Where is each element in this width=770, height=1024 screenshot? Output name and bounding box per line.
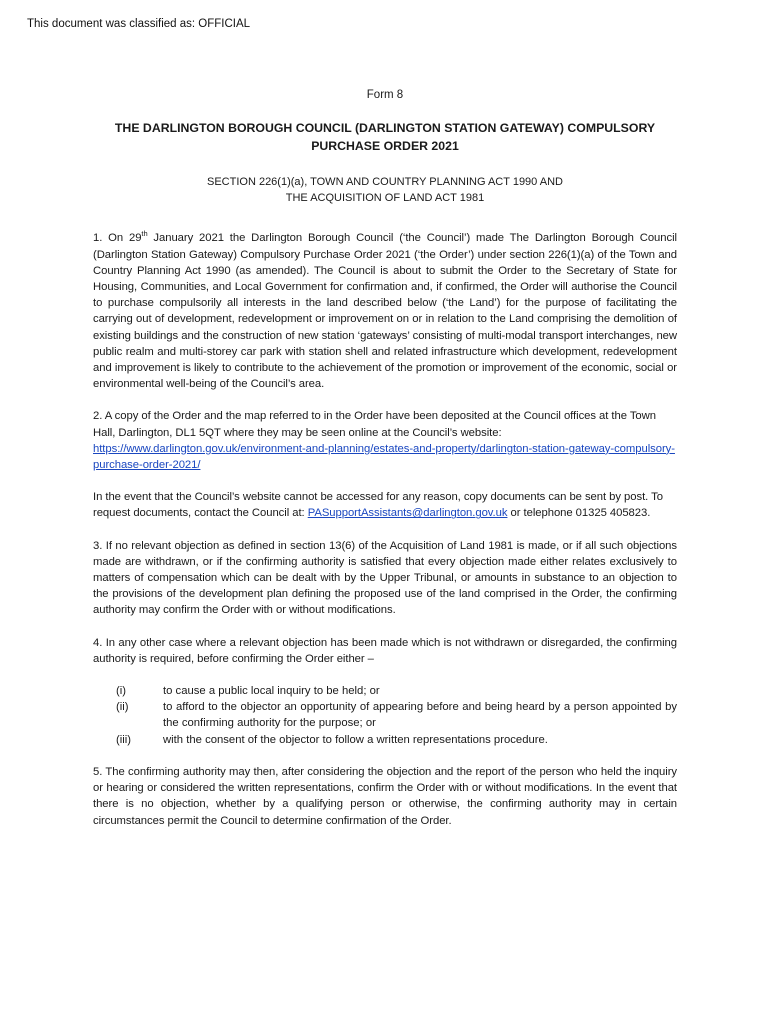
list-item-number: (ii) [116, 701, 129, 714]
section-ref-line-2: THE ACQUISITION OF LAND ACT 1981 [285, 192, 485, 205]
paragraph-1-prefix: 1. On 29 [93, 232, 142, 245]
contact-email-link[interactable]: PASupportAssistants@darlington.gov.uk [307, 507, 508, 520]
title-line-1: THE DARLINGTON BOROUGH COUNCIL (DARLINGTON STATION GATEWAY) COMPULSORY [114, 121, 656, 135]
document-title [93, 120, 677, 155]
date-ordinal-superscript: th [141, 229, 148, 239]
paragraph-1-text: January 2021 the Darlington Borough Council (‘the Council’) made The Darlington Borough Council (Darlington Station Gateway) Compulsory Purchase Order 2021 (‘the Order’) under section 226(1)(a) of the Town and Country Planning Act 1990 (as amended). The Council is about to submit the Order to the Secretary of State for Housing, Communities, and Local Government for confirmation and, if confirmed, the Order will authorise the Council to purchase compulsorily all interests in the land described below (‘the Land’) for the purpose of facilitating the carrying out of development, redevelopment or improvement on or in relation to the Land comprising the demolition of existing buildings and the construction of new station ‘gateways’ consisting of multi-modal transport interchanges, new public realm and multi-storey car park with station shell and related infrastructure which development, redevelopment and improvement is likely to contribute to the achievement of the promotion or improvement of the economic, social or environmental well-being of the Council’s area. [93, 232, 677, 391]
paragraph-2-text: 2. A copy of the Order and the map referred to in the Order have been deposited at the Council offices at the Town Hall, Darlington, DL1 5QT where they may be seen online at the Council’s website: [93, 410, 656, 439]
paragraph-3: 3. If no relevant objection as defined in section 13(6) of the Acquisition of Land 1981 is made, or if all such objections made are withdrawn, or if the confirming authority is satisfied that every objection made either relates exclusively to matters of compensation which can be dealt with by the Upper Tribunal, or amounts in substance to an objection to the provisions of the development plan defining the proposed use of the land comprised in the Order, the confirming authority may confirm the Order with or without modifications. [93, 539, 677, 617]
list-item [93, 683, 677, 699]
list-item-text: with the consent of the objector to follow a written representations procedure. [163, 733, 548, 746]
classification-label: This document was classified as: OFFICIAL [27, 18, 251, 30]
paragraph-5: 5. The confirming authority may then, after considering the objection and the report of the person who held the inquiry or hearing or considered the written representations, confirm the Order with or without modifications. In the event that there is no objection, whether by a qualifying person or otherwise, the confirming authority may in certain circumstances permit the Council to determine confirmation of the Order. [93, 765, 677, 827]
title-line-2: PURCHASE ORDER 2021 [311, 138, 459, 153]
list-item-text: to cause a public local inquiry to be held; or [163, 685, 380, 698]
order-documents-link[interactable]: https://www.darlington.gov.uk/environment-and-planning/estates-and-property/darlington-station-gateway-compulsory-purchase-order-2021/ [93, 442, 675, 472]
paragraph-1 [93, 230, 677, 392]
paragraph-postal-request [93, 489, 677, 521]
paragraph-4: 4. In any other case where a relevant objection has been made which is not withdrawn or disregarded, the confirming authority is required, before confirming the Order either – [93, 636, 677, 665]
list-item-text: to afford to the objector an opportunity of appearing before and being heard by a person appointed by the confirming authority for the purpose; or [163, 701, 677, 730]
statutory-reference [93, 174, 677, 206]
list-item [93, 732, 677, 748]
telephone-text: or telephone 01325 405823. [507, 507, 651, 520]
postal-request-text: In the event that the Council’s website cannot be accessed for any reason, copy documents can be sent by post. To request documents, contact the Council at: [93, 491, 663, 520]
section-ref-line-1: SECTION 226(1)(a), TOWN AND COUNTRY PLANNING ACT 1990 AND [207, 176, 563, 188]
paragraph-2 [93, 408, 677, 473]
list-item-number: (iii) [116, 733, 132, 746]
list-item [93, 699, 677, 731]
confirmation-options-list [93, 683, 677, 748]
list-item-number: (i) [116, 685, 127, 698]
document-page [93, 88, 677, 829]
form-number: Form 8 [366, 89, 404, 101]
